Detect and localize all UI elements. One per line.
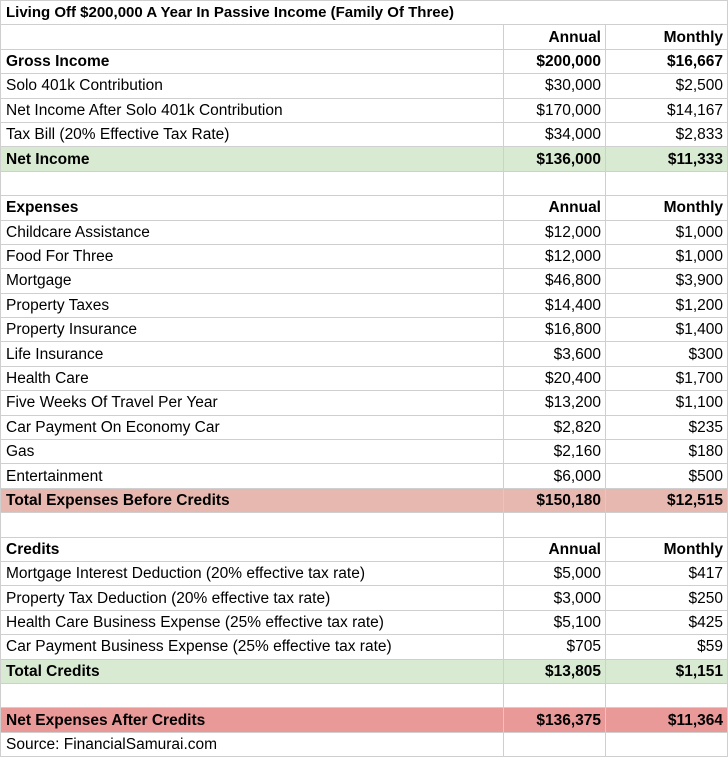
table-row bbox=[1, 244, 728, 268]
row-label: Car Payment Business Expense (25% effective tax rate) bbox=[1, 635, 504, 659]
row-label: Entertainment bbox=[1, 464, 504, 488]
table-row bbox=[1, 366, 728, 390]
row-label: Property Insurance bbox=[1, 318, 504, 342]
monthly-value: $59 bbox=[606, 635, 728, 659]
row-label: Total Credits bbox=[1, 659, 504, 683]
source-note: Source: FinancialSamurai.com bbox=[1, 732, 504, 756]
table-row bbox=[1, 342, 728, 366]
annual-value: $150,180 bbox=[504, 488, 606, 512]
monthly-value: $11,364 bbox=[606, 708, 728, 732]
annual-value: $20,400 bbox=[504, 366, 606, 390]
annual-value: $3,600 bbox=[504, 342, 606, 366]
row-label: Property Taxes bbox=[1, 293, 504, 317]
monthly-value: $235 bbox=[606, 415, 728, 439]
monthly-value: $1,000 bbox=[606, 244, 728, 268]
monthly-value: $1,400 bbox=[606, 318, 728, 342]
column-header-row bbox=[1, 25, 728, 49]
monthly-value: $14,167 bbox=[606, 98, 728, 122]
monthly-header: Monthly bbox=[606, 25, 728, 49]
annual-value: $2,820 bbox=[504, 415, 606, 439]
table-title: Living Off $200,000 A Year In Passive Income (Family Of Three) bbox=[1, 1, 728, 25]
monthly-value: $1,151 bbox=[606, 659, 728, 683]
annual-value: $16,800 bbox=[504, 318, 606, 342]
table-row bbox=[1, 122, 728, 146]
row-label: Total Expenses Before Credits bbox=[1, 488, 504, 512]
row-label: Tax Bill (20% Effective Tax Rate) bbox=[1, 122, 504, 146]
table-row bbox=[1, 269, 728, 293]
annual-value: $136,375 bbox=[504, 708, 606, 732]
annual-header: Annual bbox=[504, 25, 606, 49]
annual-value: $12,000 bbox=[504, 220, 606, 244]
annual-header: Annual bbox=[504, 196, 606, 220]
table-row bbox=[1, 391, 728, 415]
monthly-value: $1,700 bbox=[606, 366, 728, 390]
table-row bbox=[1, 586, 728, 610]
annual-value: $13,805 bbox=[504, 659, 606, 683]
net-expenses-row bbox=[1, 708, 728, 732]
table-row bbox=[1, 415, 728, 439]
spacer-row bbox=[1, 171, 728, 195]
row-label: Gross Income bbox=[1, 49, 504, 73]
table-row bbox=[1, 440, 728, 464]
row-label: Solo 401k Contribution bbox=[1, 74, 504, 98]
monthly-value: $16,667 bbox=[606, 49, 728, 73]
table-row bbox=[1, 293, 728, 317]
monthly-value: $500 bbox=[606, 464, 728, 488]
row-label: Net Income After Solo 401k Contribution bbox=[1, 98, 504, 122]
annual-value: $3,000 bbox=[504, 586, 606, 610]
monthly-value: $1,200 bbox=[606, 293, 728, 317]
annual-value: $705 bbox=[504, 635, 606, 659]
row-label: Life Insurance bbox=[1, 342, 504, 366]
spacer-row bbox=[1, 683, 728, 707]
monthly-header: Monthly bbox=[606, 537, 728, 561]
row-label: Childcare Assistance bbox=[1, 220, 504, 244]
row-label: Health Care Business Expense (25% effective tax rate) bbox=[1, 610, 504, 634]
table-row bbox=[1, 318, 728, 342]
table-row bbox=[1, 561, 728, 585]
monthly-value: $300 bbox=[606, 342, 728, 366]
source-row bbox=[1, 732, 728, 756]
row-label: Net Income bbox=[1, 147, 504, 171]
table-row bbox=[1, 74, 728, 98]
table-row bbox=[1, 610, 728, 634]
monthly-value: $250 bbox=[606, 586, 728, 610]
annual-value: $12,000 bbox=[504, 244, 606, 268]
row-label: Gas bbox=[1, 440, 504, 464]
row-label: Five Weeks Of Travel Per Year bbox=[1, 391, 504, 415]
expenses-header-row bbox=[1, 196, 728, 220]
monthly-value: $417 bbox=[606, 561, 728, 585]
credits-header-row bbox=[1, 537, 728, 561]
table-row bbox=[1, 635, 728, 659]
monthly-value: $1,000 bbox=[606, 220, 728, 244]
monthly-value: $11,333 bbox=[606, 147, 728, 171]
row-label: Health Care bbox=[1, 366, 504, 390]
row-label: Net Expenses After Credits bbox=[1, 708, 504, 732]
annual-value: $14,400 bbox=[504, 293, 606, 317]
title-row bbox=[1, 1, 728, 25]
annual-value: $5,000 bbox=[504, 561, 606, 585]
annual-value: $200,000 bbox=[504, 49, 606, 73]
row-label: Food For Three bbox=[1, 244, 504, 268]
monthly-value: $1,100 bbox=[606, 391, 728, 415]
annual-value: $6,000 bbox=[504, 464, 606, 488]
annual-value: $170,000 bbox=[504, 98, 606, 122]
annual-header: Annual bbox=[504, 537, 606, 561]
table-row bbox=[1, 464, 728, 488]
gross-income-row bbox=[1, 49, 728, 73]
section-label: Credits bbox=[1, 537, 504, 561]
total-expenses-row bbox=[1, 488, 728, 512]
monthly-value: $2,833 bbox=[606, 122, 728, 146]
section-label: Expenses bbox=[1, 196, 504, 220]
monthly-value: $3,900 bbox=[606, 269, 728, 293]
row-label: Car Payment On Economy Car bbox=[1, 415, 504, 439]
annual-value: $13,200 bbox=[504, 391, 606, 415]
row-label: Mortgage bbox=[1, 269, 504, 293]
table-row bbox=[1, 98, 728, 122]
monthly-value: $425 bbox=[606, 610, 728, 634]
annual-value: $46,800 bbox=[504, 269, 606, 293]
total-credits-row bbox=[1, 659, 728, 683]
annual-value: $136,000 bbox=[504, 147, 606, 171]
row-label: Property Tax Deduction (20% effective tax rate) bbox=[1, 586, 504, 610]
spacer-row bbox=[1, 513, 728, 537]
monthly-header: Monthly bbox=[606, 196, 728, 220]
annual-value: $34,000 bbox=[504, 122, 606, 146]
table-row bbox=[1, 220, 728, 244]
annual-value: $2,160 bbox=[504, 440, 606, 464]
monthly-value: $12,515 bbox=[606, 488, 728, 512]
empty-cell bbox=[1, 25, 504, 49]
annual-value: $30,000 bbox=[504, 74, 606, 98]
monthly-value: $2,500 bbox=[606, 74, 728, 98]
monthly-value: $180 bbox=[606, 440, 728, 464]
annual-value: $5,100 bbox=[504, 610, 606, 634]
net-income-row bbox=[1, 147, 728, 171]
row-label: Mortgage Interest Deduction (20% effective tax rate) bbox=[1, 561, 504, 585]
